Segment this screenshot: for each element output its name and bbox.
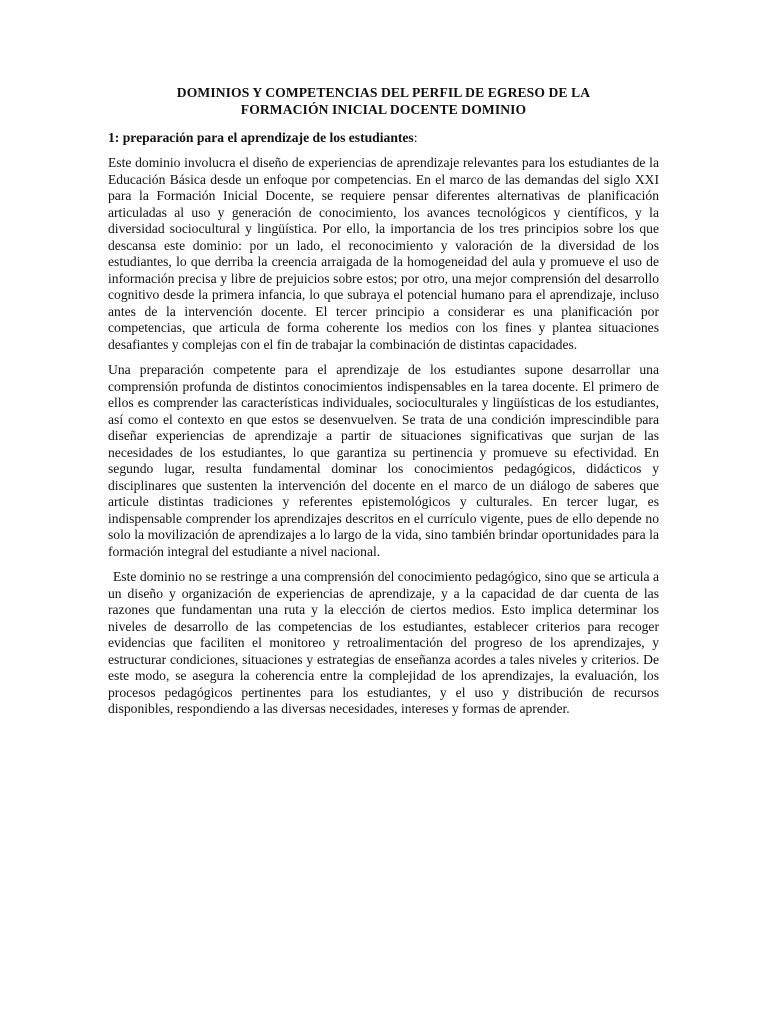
title-line-2: FORMACIÓN INICIAL DOCENTE DOMINIO — [240, 102, 527, 117]
paragraph-2: Una preparación competente para el aprendizaje de los estudiantes supone desarrollar una comprensión profunda de distintos conocimientos indispensables en la tarea docente. El primero de ellos es comprender las características individuales, socioculturales y lingüísticas de los estudiantes, así como el contexto en que estos se desenvuelven. Se trata de una condición imprescindible para diseñar experiencias de aprendizaje a partir de situaciones significativas que surjan de las necesidades de los estudiantes, lo que garantiza su pertinencia y promueve su efectividad. En segundo lugar, resulta fundamental dominar los conocimientos pedagógicos, didácticos y disciplinares que sustenten la intervención del docente en el marco de un diálogo de saberes que articule distintas tradiciones y referentes epistemológicos y culturales. En tercer lugar, es indispensable comprender los aprendizajes descritos en el currículo vigente, pues de ello depende no solo la movilización de aprendizajes a lo largo de la vida, sino también brindar oportunidades para la formación integral del estudiante a nivel nacional. — [108, 362, 659, 559]
section-heading-colon: : — [413, 130, 418, 145]
document-title — [108, 84, 659, 118]
section-heading — [108, 129, 659, 146]
title-line-1: DOMINIOS Y COMPETENCIAS DEL PERFIL DE EGRESO DE LA — [176, 85, 591, 100]
document-page — [108, 84, 659, 718]
paragraph-3: Este dominio no se restringe a una comprensión del conocimiento pedagógico, sino que se articula a un diseño y organización de experiencias de aprendizaje, y a la capacidad de dar cuenta de las razones que fundamentan una ruta y la elección de ciertos medios. Esto implica determinar los niveles de desarrollo de las competencias de los estudiantes, establecer criterios para recoger evidencias que faciliten el monitoreo y retroalimentación del progreso de los aprendizajes, y estructurar condiciones, situaciones y estrategias de enseñanza acordes a tales niveles y criterios. De este modo, se asegura la coherencia entre la complejidad de los aprendizajes, la evaluación, los procesos pedagógicos pertinentes para los estudiantes, y el uso y distribución de recursos disponibles, respondiendo a las diversas necesidades, intereses y formas de aprender. — [108, 569, 659, 716]
paragraph-1: Este dominio involucra el diseño de experiencias de aprendizaje relevantes para los estudiantes de la Educación Básica desde un enfoque por competencias. En el marco de las demandas del siglo XXI para la Formación Inicial Docente, se requiere pensar diferentes alternativas de planificación articuladas al uso y generación de conocimiento, los avances tecnológicos y científicos, y la diversidad sociocultural y lingüística. Por ello, la importancia de los tres principios sobre los que descansa este dominio: por un lado, el reconocimiento y valoración de la diversidad de los estudiantes, lo que derriba la creencia arraigada de la homogeneidad del aula y promueve el uso de información precisa y libre de prejuicios sobre estos; por otro, una mejor comprensión del desarrollo cognitivo desde la primera infancia, lo que subraya el potencial humano para el aprendizaje, incluso antes de la intervención docente. El tercer principio a considerar es una planificación por competencias, que articula de forma coherente los medios con los fines y plantea situaciones desafiantes y complejas con el fin de trabajar la combinación de distintas capacidades. — [108, 155, 659, 352]
section-heading-text: 1: preparación para el aprendizaje de los estudiantes — [108, 130, 414, 145]
